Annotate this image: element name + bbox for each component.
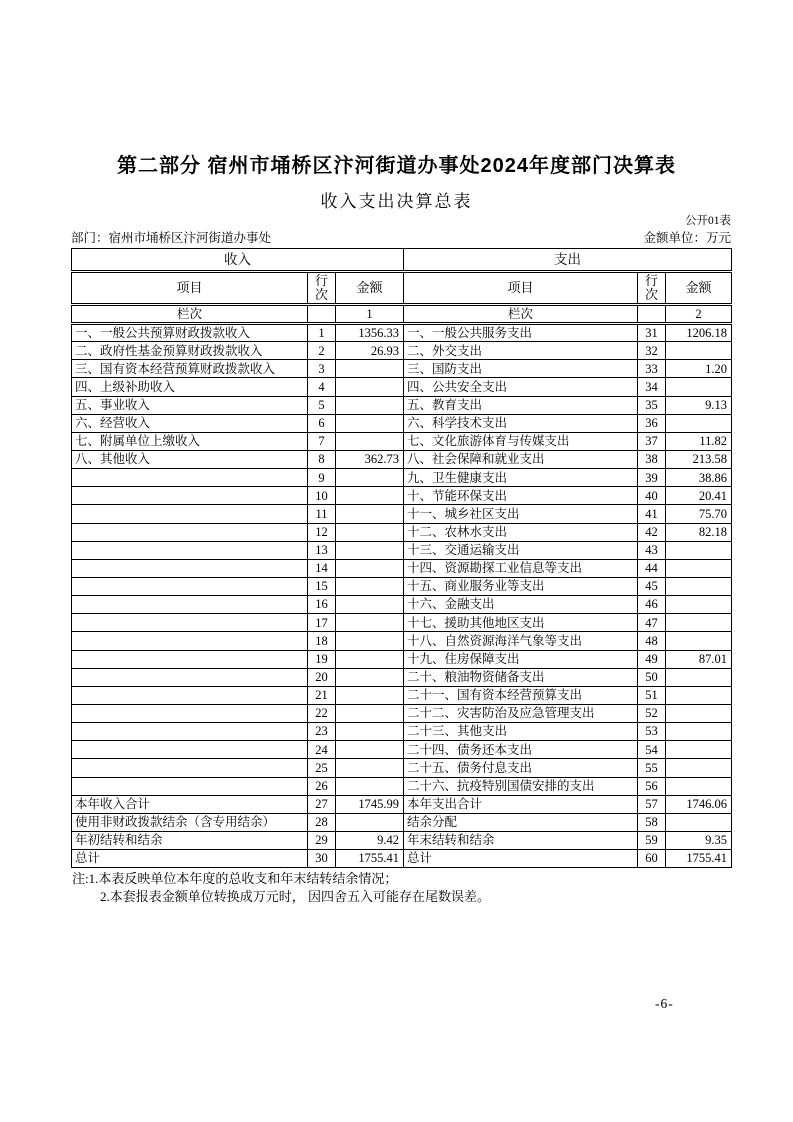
expense-item-cell: 十二、农林水支出 xyxy=(404,523,638,541)
expense-item-cell: 十、节能环保支出 xyxy=(404,487,638,505)
expense-item-cell: 二十五、债务付息支出 xyxy=(404,759,638,777)
income-item-cell xyxy=(72,704,308,722)
table-code-label: 公开01表 xyxy=(685,215,731,227)
table-row xyxy=(72,541,732,559)
expense-amount-cell xyxy=(666,759,732,777)
income-line-cell: 3 xyxy=(308,360,336,378)
income-item-cell: 六、经营收入 xyxy=(72,414,308,432)
table-rows xyxy=(72,324,732,868)
income-line-cell: 25 xyxy=(308,759,336,777)
expense-item-cell: 二十四、债务还本支出 xyxy=(404,741,638,759)
income-amount-cell xyxy=(336,360,404,378)
income-line-cell: 16 xyxy=(308,596,336,614)
rank-row xyxy=(72,305,732,324)
expense-item-cell: 十七、援助其他地区支出 xyxy=(404,614,638,632)
expense-item-cell: 二十、粮油物资储备支出 xyxy=(404,668,638,686)
income-amount-header: 金额 xyxy=(336,272,404,305)
expense-item-cell: 六、科学技术支出 xyxy=(404,414,638,432)
expense-line-cell: 53 xyxy=(638,723,666,741)
department-label: 部门：宿州市埇桥区汴河街道办事处 xyxy=(71,231,272,245)
expense-line-cell: 51 xyxy=(638,686,666,704)
table-row xyxy=(72,414,732,432)
column-header-row xyxy=(72,272,732,305)
expense-line-cell: 48 xyxy=(638,632,666,650)
table-row xyxy=(72,813,732,831)
income-amount-cell xyxy=(336,469,404,487)
income-item-cell xyxy=(72,686,308,704)
table-row xyxy=(72,596,732,614)
income-item-cell xyxy=(72,632,308,650)
income-item-cell: 本年收入合计 xyxy=(72,795,308,813)
table-row xyxy=(72,505,732,523)
income-line-cell: 15 xyxy=(308,577,336,595)
table-row xyxy=(72,523,732,541)
table-row xyxy=(72,614,732,632)
table-row xyxy=(72,777,732,795)
income-line-cell: 1 xyxy=(308,324,336,342)
expense-amount-cell: 38.86 xyxy=(666,469,732,487)
expense-line-cell: 37 xyxy=(638,432,666,450)
expense-amount-cell xyxy=(666,559,732,577)
table-row xyxy=(72,795,732,813)
expense-amount-cell xyxy=(666,741,732,759)
expense-line-cell: 34 xyxy=(638,378,666,396)
final-accounts-table xyxy=(71,248,732,868)
table-row xyxy=(72,686,732,704)
table-row xyxy=(72,487,732,505)
income-item-cell xyxy=(72,596,308,614)
expense-item-cell: 年末结转和结余 xyxy=(404,831,638,849)
expense-line-cell: 36 xyxy=(638,414,666,432)
expense-amount-cell: 9.35 xyxy=(666,831,732,849)
expense-line-cell: 57 xyxy=(638,795,666,813)
income-amount-cell xyxy=(336,759,404,777)
expense-amount-cell xyxy=(666,668,732,686)
note-line-1: 注:1.本表反映单位本年度的总收支和年末结转结余情况； xyxy=(72,871,398,886)
expense-item-cell: 四、公共安全支出 xyxy=(404,378,638,396)
table-row xyxy=(72,668,732,686)
table-row xyxy=(72,759,732,777)
income-item-cell xyxy=(72,469,308,487)
table-row xyxy=(72,723,732,741)
expense-item-cell: 总计 xyxy=(404,850,638,868)
income-line-cell: 12 xyxy=(308,523,336,541)
expense-line-cell: 31 xyxy=(638,324,666,342)
expense-amount-cell xyxy=(666,704,732,722)
income-amount-cell xyxy=(336,704,404,722)
table-row xyxy=(72,831,732,849)
expense-amount-cell: 1746.06 xyxy=(666,795,732,813)
income-rank-empty-cell xyxy=(308,305,336,324)
page-number: -6- xyxy=(655,996,674,1011)
section-header-row xyxy=(72,249,732,272)
page-title: 第二部分 宿州市埇桥区汴河街道办事处2024年度部门决算表 xyxy=(116,155,677,177)
expense-line-cell: 52 xyxy=(638,704,666,722)
expense-line-cell: 44 xyxy=(638,559,666,577)
expense-section-header: 支出 xyxy=(404,249,732,272)
income-line-cell: 4 xyxy=(308,378,336,396)
income-amount-cell xyxy=(336,378,404,396)
income-item-cell xyxy=(72,559,308,577)
expense-amount-cell: 213.58 xyxy=(666,450,732,468)
expense-item-header: 项目 xyxy=(404,272,638,305)
income-amount-cell xyxy=(336,668,404,686)
income-line-cell: 28 xyxy=(308,813,336,831)
income-line-no-header: 行次 xyxy=(308,272,336,305)
income-amount-cell xyxy=(336,414,404,432)
table-row xyxy=(72,378,732,396)
expense-item-cell: 十四、资源勘探工业信息等支出 xyxy=(404,559,638,577)
table-row xyxy=(72,432,732,450)
expense-amount-cell: 82.18 xyxy=(666,523,732,541)
expense-amount-cell xyxy=(666,723,732,741)
expense-line-cell: 38 xyxy=(638,450,666,468)
income-item-cell: 七、附属单位上缴收入 xyxy=(72,432,308,450)
expense-amount-cell xyxy=(666,541,732,559)
income-amount-cell: 1745.99 xyxy=(336,795,404,813)
income-item-cell xyxy=(72,523,308,541)
income-amount-cell xyxy=(336,650,404,668)
income-amount-cell xyxy=(336,723,404,741)
income-amount-cell: 9.42 xyxy=(336,831,404,849)
income-line-cell: 5 xyxy=(308,396,336,414)
income-line-cell: 11 xyxy=(308,505,336,523)
expense-item-cell: 五、教育支出 xyxy=(404,396,638,414)
income-item-cell: 一、一般公共预算财政拨款收入 xyxy=(72,324,308,342)
expense-amount-cell: 1755.41 xyxy=(666,850,732,868)
income-amount-cell: 362.73 xyxy=(336,450,404,468)
income-item-cell xyxy=(72,759,308,777)
expense-amount-cell xyxy=(666,577,732,595)
expense-line-cell: 50 xyxy=(638,668,666,686)
expense-rank-empty-cell xyxy=(638,305,666,324)
expense-amount-cell: 1.20 xyxy=(666,360,732,378)
income-item-cell xyxy=(72,668,308,686)
expense-line-cell: 59 xyxy=(638,831,666,849)
income-line-cell: 8 xyxy=(308,450,336,468)
note-line-2: 2.本套报表金额单位转换成万元时， 因四舍五入可能存在尾数误差。 xyxy=(100,889,491,904)
income-line-cell: 7 xyxy=(308,432,336,450)
table-row xyxy=(72,650,732,668)
income-item-cell: 三、国有资本经营预算财政拨款收入 xyxy=(72,360,308,378)
expense-amount-cell xyxy=(666,632,732,650)
expense-item-cell: 本年支出合计 xyxy=(404,795,638,813)
expense-item-cell: 十六、金融支出 xyxy=(404,596,638,614)
meta-row xyxy=(71,228,731,246)
income-amount-cell: 26.93 xyxy=(336,342,404,360)
income-line-cell: 14 xyxy=(308,559,336,577)
income-amount-cell xyxy=(336,523,404,541)
expense-amount-cell xyxy=(666,777,732,795)
table-row xyxy=(72,559,732,577)
income-item-cell xyxy=(72,541,308,559)
income-item-cell xyxy=(72,614,308,632)
expense-line-cell: 42 xyxy=(638,523,666,541)
table-row xyxy=(72,450,732,468)
income-line-cell: 21 xyxy=(308,686,336,704)
expense-item-cell: 结余分配 xyxy=(404,813,638,831)
table-row xyxy=(72,342,732,360)
expense-item-cell: 十五、商业服务业等支出 xyxy=(404,577,638,595)
table-row xyxy=(72,360,732,378)
income-amount-cell xyxy=(336,559,404,577)
income-amount-cell xyxy=(336,396,404,414)
income-item-cell: 五、事业收入 xyxy=(72,396,308,414)
expense-line-cell: 49 xyxy=(638,650,666,668)
unit-label: 金额单位：万元 xyxy=(643,231,731,245)
expense-item-cell: 二十一、国有资本经营预算支出 xyxy=(404,686,638,704)
table-row xyxy=(72,396,732,414)
expense-amount-cell xyxy=(666,686,732,704)
income-line-cell: 17 xyxy=(308,614,336,632)
expense-line-cell: 54 xyxy=(638,741,666,759)
expense-amount-cell: 75.70 xyxy=(666,505,732,523)
expense-item-cell: 二十三、其他支出 xyxy=(404,723,638,741)
expense-item-cell: 十一、城乡社区支出 xyxy=(404,505,638,523)
expense-line-cell: 35 xyxy=(638,396,666,414)
income-line-cell: 24 xyxy=(308,741,336,759)
table-row xyxy=(72,469,732,487)
income-line-cell: 10 xyxy=(308,487,336,505)
expense-line-cell: 33 xyxy=(638,360,666,378)
income-amount-cell xyxy=(336,632,404,650)
expense-amount-cell xyxy=(666,342,732,360)
expense-amount-cell xyxy=(666,378,732,396)
expense-line-cell: 46 xyxy=(638,596,666,614)
income-line-cell: 2 xyxy=(308,342,336,360)
income-item-cell: 总计 xyxy=(72,850,308,868)
income-line-cell: 18 xyxy=(308,632,336,650)
income-rank-label: 栏次 xyxy=(72,305,308,324)
income-rank-no: 1 xyxy=(336,305,404,324)
expense-line-no-header: 行次 xyxy=(638,272,666,305)
income-amount-cell xyxy=(336,777,404,795)
expense-line-cell: 32 xyxy=(638,342,666,360)
income-item-cell xyxy=(72,487,308,505)
table-row xyxy=(72,741,732,759)
expense-line-cell: 58 xyxy=(638,813,666,831)
expense-item-cell: 三、国防支出 xyxy=(404,360,638,378)
expense-line-cell: 47 xyxy=(638,614,666,632)
income-amount-cell xyxy=(336,686,404,704)
income-item-header: 项目 xyxy=(72,272,308,305)
expense-amount-cell xyxy=(666,614,732,632)
table-row xyxy=(72,577,732,595)
expense-line-cell: 41 xyxy=(638,505,666,523)
expense-amount-cell: 1206.18 xyxy=(666,324,732,342)
page-subtitle: 收入支出决算总表 xyxy=(320,192,473,211)
income-item-cell xyxy=(72,577,308,595)
expense-amount-cell: 87.01 xyxy=(666,650,732,668)
income-line-cell: 29 xyxy=(308,831,336,849)
expense-line-cell: 43 xyxy=(638,541,666,559)
expense-item-cell: 二、外交支出 xyxy=(404,342,638,360)
income-line-cell: 23 xyxy=(308,723,336,741)
income-item-cell: 四、上级补助收入 xyxy=(72,378,308,396)
expense-line-cell: 56 xyxy=(638,777,666,795)
expense-line-cell: 40 xyxy=(638,487,666,505)
expense-line-cell: 45 xyxy=(638,577,666,595)
income-amount-cell xyxy=(336,741,404,759)
income-line-cell: 13 xyxy=(308,541,336,559)
expense-amount-cell xyxy=(666,596,732,614)
income-item-cell xyxy=(72,505,308,523)
expense-rank-no: 2 xyxy=(666,305,732,324)
expense-amount-cell xyxy=(666,414,732,432)
income-item-cell: 年初结转和结余 xyxy=(72,831,308,849)
expense-line-cell: 55 xyxy=(638,759,666,777)
income-line-cell: 26 xyxy=(308,777,336,795)
income-line-cell: 9 xyxy=(308,469,336,487)
income-section-header: 收入 xyxy=(72,249,404,272)
income-amount-cell xyxy=(336,813,404,831)
income-amount-cell xyxy=(336,505,404,523)
income-item-cell: 八、其他收入 xyxy=(72,450,308,468)
income-line-cell: 30 xyxy=(308,850,336,868)
income-item-cell xyxy=(72,741,308,759)
income-amount-cell xyxy=(336,577,404,595)
income-amount-cell xyxy=(336,541,404,559)
income-item-cell xyxy=(72,777,308,795)
income-amount-cell: 1356.33 xyxy=(336,324,404,342)
income-amount-cell xyxy=(336,487,404,505)
expense-amount-header: 金额 xyxy=(666,272,732,305)
expense-item-cell: 十九、住房保障支出 xyxy=(404,650,638,668)
expense-amount-cell: 20.41 xyxy=(666,487,732,505)
table-row xyxy=(72,632,732,650)
income-amount-cell: 1755.41 xyxy=(336,850,404,868)
expense-item-cell: 七、文化旅游体育与传媒支出 xyxy=(404,432,638,450)
income-line-cell: 19 xyxy=(308,650,336,668)
expense-line-cell: 39 xyxy=(638,469,666,487)
expense-amount-cell: 9.13 xyxy=(666,396,732,414)
expense-rank-label: 栏次 xyxy=(404,305,638,324)
income-line-cell: 27 xyxy=(308,795,336,813)
income-line-cell: 6 xyxy=(308,414,336,432)
income-amount-cell xyxy=(336,432,404,450)
income-amount-cell xyxy=(336,596,404,614)
expense-item-cell: 九、卫生健康支出 xyxy=(404,469,638,487)
expense-item-cell: 二十六、抗疫特别国债安排的支出 xyxy=(404,777,638,795)
table-row xyxy=(72,324,732,342)
expense-item-cell: 十八、自然资源海洋气象等支出 xyxy=(404,632,638,650)
income-line-cell: 22 xyxy=(308,704,336,722)
income-item-cell: 二、政府性基金预算财政拨款收入 xyxy=(72,342,308,360)
expense-line-cell: 60 xyxy=(638,850,666,868)
income-item-cell xyxy=(72,650,308,668)
income-line-cell: 20 xyxy=(308,668,336,686)
expense-amount-cell xyxy=(666,813,732,831)
expense-amount-cell: 11.82 xyxy=(666,432,732,450)
expense-item-cell: 八、社会保障和就业支出 xyxy=(404,450,638,468)
notes xyxy=(72,870,753,906)
income-item-cell xyxy=(72,723,308,741)
expense-item-cell: 十三、交通运输支出 xyxy=(404,541,638,559)
table-row xyxy=(72,850,732,868)
income-item-cell: 使用非财政拨款结余（含专用结余） xyxy=(72,813,308,831)
income-amount-cell xyxy=(336,614,404,632)
expense-item-cell: 一、一般公共服务支出 xyxy=(404,324,638,342)
expense-item-cell: 二十二、灾害防治及应急管理支出 xyxy=(404,704,638,722)
table-row xyxy=(72,704,732,722)
